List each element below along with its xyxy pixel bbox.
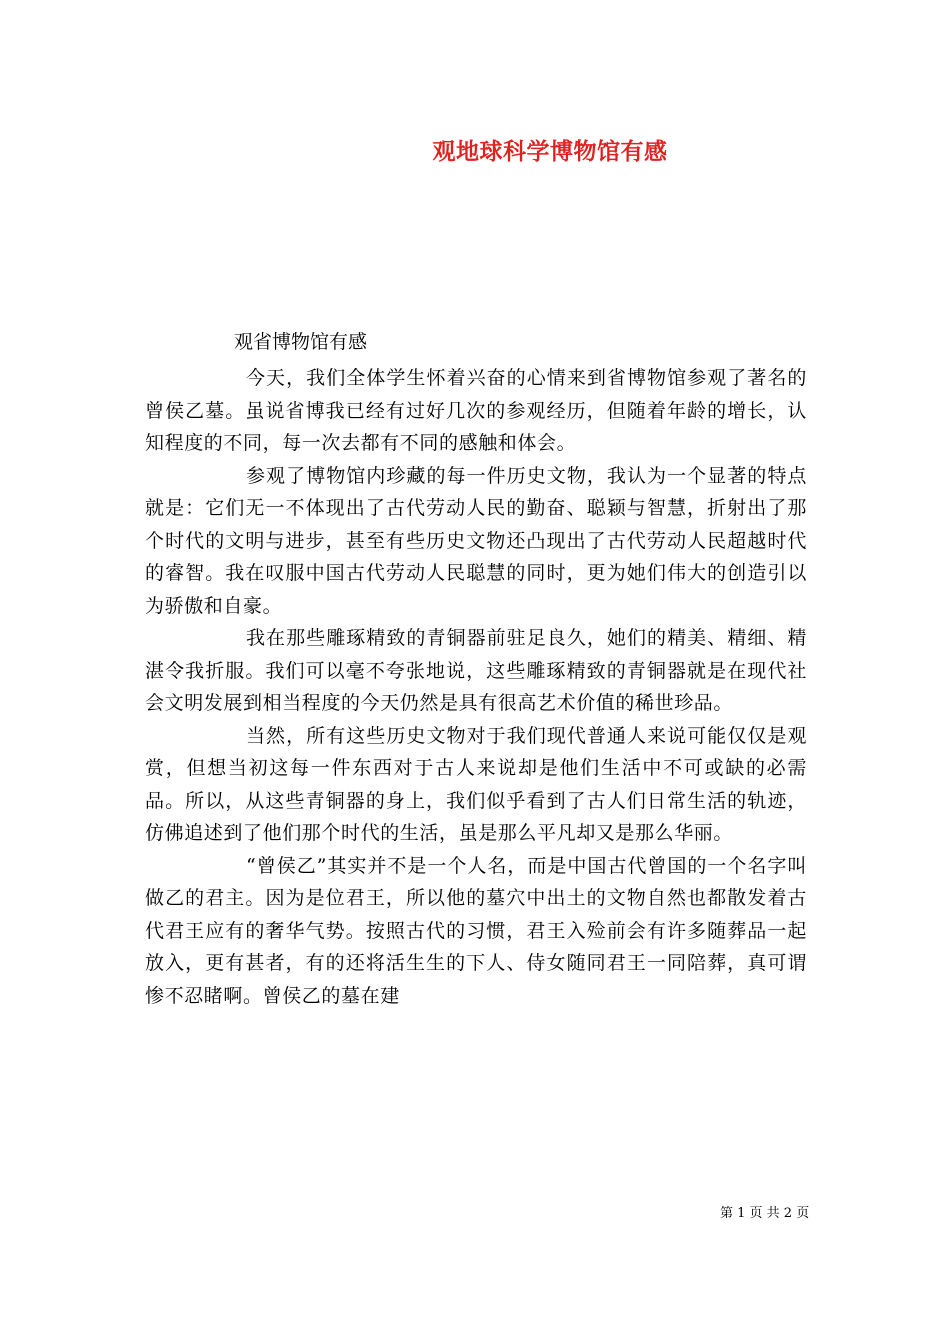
document-title: 观地球科学博物馆有感	[432, 138, 668, 165]
paragraph-3: 我在那些雕琢精致的青铜器前驻足良久，她们的精美、精细、精湛令我折服。我们可以毫不夸张地说，这些雕琢精致的青铜器就是在现代社会文明发展到相当程度的今天仍然是具有很高艺术价值的稀世珍品。	[145, 627, 807, 714]
paragraph-1: 今天，我们全体学生怀着兴奋的心情来到省博物馆参观了著名的曾侯乙墓。虽说省博我已经有过好几次的参观经历，但随着年龄的增长，认知程度的不同，每一次去都有不同的感触和体会。	[145, 367, 807, 454]
paragraph-2: 参观了博物馆内珍藏的每一件历史文物，我认为一个显著的特点就是：它们无一不体现出了古代劳动人民的勤奋、聪颖与智慧，折射出了那个时代的文明与进步，甚至有些历史文物还凸现出了古代劳动人民超越时代的睿智。我在叹服中国古代劳动人民聪慧的同时，更为她们伟大的创造引以为骄傲和自豪。	[145, 464, 807, 617]
document-subtitle: 观省博物馆有感	[234, 331, 368, 353]
document-body	[145, 362, 807, 1012]
page-footer: 第 1 页 共 2 页	[720, 1206, 810, 1221]
paragraph-5: “曾侯乙”其实并不是一个人名，而是中国古代曾国的一个名字叫做乙的君主。因为是位君王，所以他的墓穴中出土的文物自然也都散发着古代君王应有的奢华气势。按照古代的习惯，君王入殓前会有许多随葬品一起放入，更有甚者，有的还将活生生的下人、侍女随同君王一同陪葬，真可谓惨不忍睹啊。曾侯乙的墓在建	[145, 854, 807, 1007]
paragraph-4: 当然，所有这些历史文物对于我们现代普通人来说可能仅仅是观赏，但想当初这每一件东西对于古人来说却是他们生活中不可或缺的必需品。所以，从这些青铜器的身上，我们似乎看到了古人们日常生活的轨迹，仿佛追述到了他们那个时代的生活，虽是那么平凡却又是那么华丽。	[145, 724, 807, 844]
